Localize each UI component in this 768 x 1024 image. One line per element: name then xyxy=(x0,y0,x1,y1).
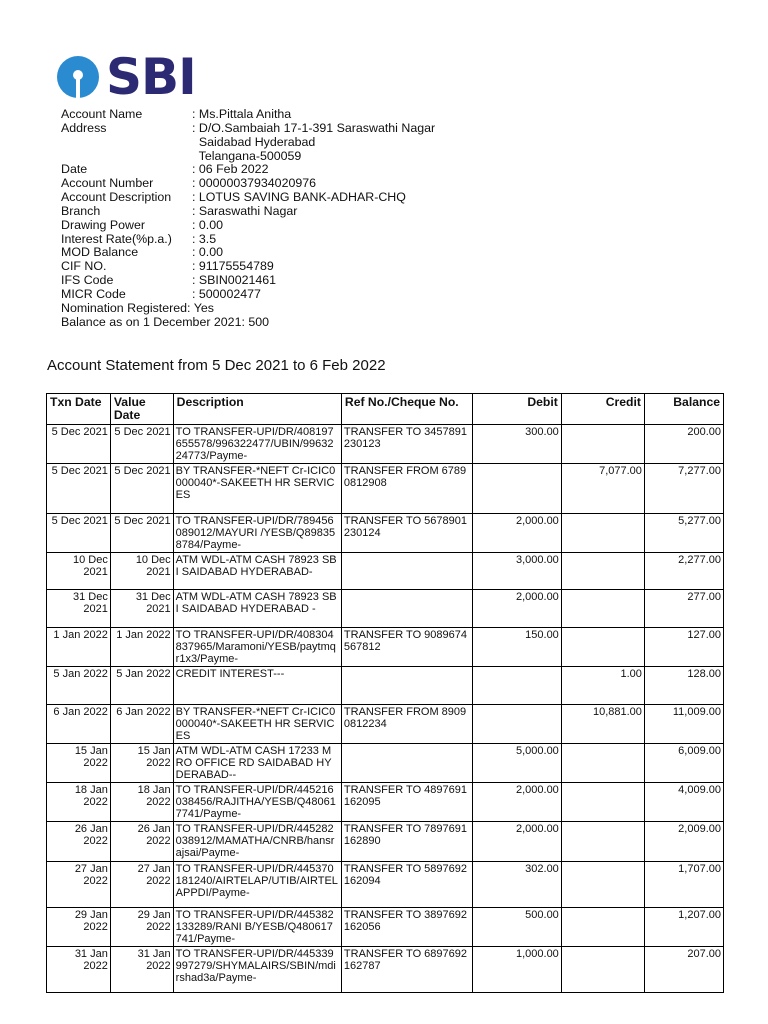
info-row xyxy=(61,260,435,274)
cell-value-date: 27 Jan 2022 xyxy=(110,862,173,908)
table-header-row xyxy=(47,394,724,425)
cell-value-date: 6 Jan 2022 xyxy=(110,705,173,744)
info-row xyxy=(61,288,435,302)
table-row xyxy=(47,862,724,908)
cell-description: TO TRANSFER-UPI/DR/445370181240/AIRTELAP/UTIB/AIRTELAPPDI/Payme- xyxy=(173,862,341,908)
info-row xyxy=(61,108,435,122)
table-row xyxy=(47,514,724,553)
cell-debit xyxy=(472,705,561,744)
info-value: : Saraswathi Nagar xyxy=(192,203,298,218)
cell-value-date: 1 Jan 2022 xyxy=(110,628,173,667)
cell-balance: 7,277.00 xyxy=(644,464,723,514)
info-label: Account Description xyxy=(61,190,172,205)
cell-description: ATM WDL-ATM CASH 17233 MRO OFFICE RD SAIDABAD HYDERABAD-- xyxy=(173,744,341,783)
info-row xyxy=(61,122,435,136)
cell-debit: 2,000.00 xyxy=(472,783,561,822)
cell-value-date: 5 Dec 2021 xyxy=(110,514,173,553)
cell-debit: 1,000.00 xyxy=(472,947,561,993)
cell-balance: 277.00 xyxy=(644,590,723,628)
info-label: Account Number xyxy=(61,176,154,191)
cell-debit: 500.00 xyxy=(472,908,561,947)
header-debit: Debit xyxy=(472,394,561,425)
cell-value-date: 10 Dec 2021 xyxy=(110,553,173,590)
info-value: Saidabad Hyderabad xyxy=(192,134,316,149)
cell-description: CREDIT INTEREST--- xyxy=(173,667,341,705)
info-row xyxy=(61,316,435,330)
info-row xyxy=(61,274,435,288)
info-value: : 500002477 xyxy=(192,286,261,301)
header-balance: Balance xyxy=(644,394,723,425)
info-label: CIF NO. xyxy=(61,259,107,274)
cell-balance: 1,707.00 xyxy=(644,862,723,908)
header-txn-date: Txn Date xyxy=(47,394,111,425)
cell-ref-no: TRANSFER TO 4897691162095 xyxy=(341,783,472,822)
cell-txn-date: 5 Dec 2021 xyxy=(47,425,111,464)
cell-credit xyxy=(561,425,644,464)
table-row xyxy=(47,705,724,744)
cell-balance: 200.00 xyxy=(644,425,723,464)
cell-value-date: 29 Jan 2022 xyxy=(110,908,173,947)
cell-debit: 300.00 xyxy=(472,425,561,464)
cell-balance: 127.00 xyxy=(644,628,723,667)
table-row xyxy=(47,667,724,705)
info-value: : SBIN0021461 xyxy=(192,273,277,288)
cell-ref-no: TRANSFER TO 3457891230123 xyxy=(341,425,472,464)
cell-credit: 7,077.00 xyxy=(561,464,644,514)
info-value: : 00000037934020976 xyxy=(192,176,317,191)
info-label: Date xyxy=(61,162,88,177)
cell-credit xyxy=(561,553,644,590)
info-row xyxy=(61,177,435,191)
cell-txn-date: 5 Dec 2021 xyxy=(47,464,111,514)
table-row xyxy=(47,947,724,993)
cell-description: TO TRANSFER-UPI/DR/408304837965/Maramoni/YESB/paytmqr1x3/Payme- xyxy=(173,628,341,667)
cell-value-date: 5 Dec 2021 xyxy=(110,425,173,464)
info-label xyxy=(61,136,192,150)
cell-txn-date: 5 Jan 2022 xyxy=(47,667,111,705)
cell-ref-no xyxy=(341,667,472,705)
info-label: MOD Balance xyxy=(61,245,139,260)
cell-description: TO TRANSFER-UPI/DR/445382133289/RANI B/YESB/Q480617741/Payme- xyxy=(173,908,341,947)
cell-ref-no xyxy=(341,553,472,590)
cell-balance: 4,009.00 xyxy=(644,783,723,822)
info-row xyxy=(61,150,435,164)
table-row xyxy=(47,553,724,590)
header-description: Description xyxy=(173,394,341,425)
info-label: Account Name xyxy=(61,107,143,121)
cell-description: TO TRANSFER-UPI/DR/445339997279/SHYMALAIRS/SBIN/mdirshad3a/Payme- xyxy=(173,947,341,993)
transactions-table xyxy=(46,393,724,993)
cell-credit xyxy=(561,822,644,862)
header-credit: Credit xyxy=(561,394,644,425)
cell-balance: 5,277.00 xyxy=(644,514,723,553)
cell-debit xyxy=(472,464,561,514)
table-row xyxy=(47,822,724,862)
cell-txn-date: 31 Jan 2022 xyxy=(47,947,111,993)
info-value: : D/O.Sambaiah 17-1-391 Saraswathi Nagar xyxy=(192,120,436,135)
info-row xyxy=(61,219,435,233)
cell-txn-date: 10 Dec 2021 xyxy=(47,553,111,590)
info-value: : 3.5 xyxy=(192,231,217,246)
sbi-logo xyxy=(56,48,196,106)
cell-credit xyxy=(561,947,644,993)
info-row xyxy=(61,246,435,260)
account-info xyxy=(61,108,435,330)
info-label xyxy=(61,150,192,164)
statement-title: Account Statement from 5 Dec 2021 to 6 Feb 2022 xyxy=(47,357,386,374)
cell-description: TO TRANSFER-UPI/DR/408197655578/996322477/UBIN/9963224773/Payme- xyxy=(173,425,341,464)
cell-credit xyxy=(561,628,644,667)
cell-ref-no: TRANSFER TO 5678901230124 xyxy=(341,514,472,553)
cell-value-date: 31 Dec 2021 xyxy=(110,590,173,628)
table-row xyxy=(47,783,724,822)
cell-balance: 6,009.00 xyxy=(644,744,723,783)
cell-txn-date: 1 Jan 2022 xyxy=(47,628,111,667)
table-row xyxy=(47,744,724,783)
table-row xyxy=(47,425,724,464)
cell-credit xyxy=(561,908,644,947)
cell-description: BY TRANSFER-*NEFT Cr-ICIC0000040*-SAKEETH HR SERVICES xyxy=(173,464,341,514)
info-row xyxy=(61,233,435,247)
cell-balance: 11,009.00 xyxy=(644,705,723,744)
cell-credit: 1.00 xyxy=(561,667,644,705)
cell-txn-date: 27 Jan 2022 xyxy=(47,862,111,908)
info-value: : 06 Feb 2022 xyxy=(192,162,269,177)
info-value: : 0.00 xyxy=(192,217,224,232)
cell-debit: 5,000.00 xyxy=(472,744,561,783)
cell-txn-date: 26 Jan 2022 xyxy=(47,822,111,862)
cell-ref-no xyxy=(341,744,472,783)
info-row xyxy=(61,205,435,219)
cell-txn-date: 31 Dec 2021 xyxy=(47,590,111,628)
cell-debit: 2,000.00 xyxy=(472,822,561,862)
sbi-keyhole-icon xyxy=(56,55,100,99)
cell-debit xyxy=(472,667,561,705)
info-label: Branch xyxy=(61,203,101,218)
cell-ref-no: TRANSFER TO 7897691162890 xyxy=(341,822,472,862)
cell-description: TO TRANSFER-UPI/DR/445282038912/MAMATHA/CNRB/hansrajsai/Payme- xyxy=(173,822,341,862)
cell-value-date: 15 Jan 2022 xyxy=(110,744,173,783)
cell-balance: 128.00 xyxy=(644,667,723,705)
cell-ref-no: TRANSFER TO 6897692162787 xyxy=(341,947,472,993)
cell-debit: 3,000.00 xyxy=(472,553,561,590)
cell-description: ATM WDL-ATM CASH 78923 SBI SAIDABAD HYDERABAD - xyxy=(173,590,341,628)
cell-credit xyxy=(561,514,644,553)
table-row xyxy=(47,590,724,628)
cell-balance: 207.00 xyxy=(644,947,723,993)
cell-credit: 10,881.00 xyxy=(561,705,644,744)
info-value: : 0.00 xyxy=(192,245,224,260)
cell-value-date: 5 Dec 2021 xyxy=(110,464,173,514)
cell-balance: 1,207.00 xyxy=(644,908,723,947)
cell-txn-date: 18 Jan 2022 xyxy=(47,783,111,822)
cell-credit xyxy=(561,862,644,908)
cell-ref-no xyxy=(341,590,472,628)
table-row xyxy=(47,628,724,667)
cell-credit xyxy=(561,783,644,822)
info-value: Telangana-500059 xyxy=(192,148,302,163)
cell-txn-date: 5 Dec 2021 xyxy=(47,514,111,553)
cell-debit: 2,000.00 xyxy=(472,514,561,553)
cell-value-date: 31 Jan 2022 xyxy=(110,947,173,993)
info-value: : Ms.Pittala Anitha xyxy=(192,107,292,121)
cell-debit: 150.00 xyxy=(472,628,561,667)
table-row xyxy=(47,464,724,514)
cell-value-date: 26 Jan 2022 xyxy=(110,822,173,862)
cell-ref-no: TRANSFER TO 3897692162056 xyxy=(341,908,472,947)
cell-balance: 2,009.00 xyxy=(644,822,723,862)
cell-value-date: 18 Jan 2022 xyxy=(110,783,173,822)
info-row xyxy=(61,136,435,150)
info-label: Address xyxy=(61,120,107,135)
info-label: Balance as on 1 December 2021: 500 xyxy=(61,314,270,329)
info-value: : LOTUS SAVING BANK-ADHAR-CHQ xyxy=(192,190,406,205)
cell-debit: 302.00 xyxy=(472,862,561,908)
cell-credit xyxy=(561,744,644,783)
cell-value-date: 5 Jan 2022 xyxy=(110,667,173,705)
cell-description: TO TRANSFER-UPI/DR/445216038456/RAJITHA/YESB/Q480617741/Payme- xyxy=(173,783,341,822)
info-value: : 91175554789 xyxy=(192,259,274,274)
cell-txn-date: 29 Jan 2022 xyxy=(47,908,111,947)
bank-name: SBI xyxy=(106,48,196,106)
cell-debit: 2,000.00 xyxy=(472,590,561,628)
cell-ref-no: TRANSFER TO 5897692162094 xyxy=(341,862,472,908)
info-label: MICR Code xyxy=(61,286,126,301)
cell-description: TO TRANSFER-UPI/DR/789456089012/MAYURI /YESB/Q898358784/Payme- xyxy=(173,514,341,553)
info-label: Drawing Power xyxy=(61,217,146,232)
cell-ref-no: TRANSFER TO 9089674567812 xyxy=(341,628,472,667)
table-row xyxy=(47,908,724,947)
info-label: Nomination Registered: Yes xyxy=(61,300,214,315)
cell-txn-date: 6 Jan 2022 xyxy=(47,705,111,744)
cell-description: BY TRANSFER-*NEFT Cr-ICIC0000040*-SAKEETH HR SERVICES xyxy=(173,705,341,744)
cell-ref-no: TRANSFER FROM 89090812234 xyxy=(341,705,472,744)
info-label: IFS Code xyxy=(61,273,114,288)
header-ref-no: Ref No./Cheque No. xyxy=(341,394,472,425)
cell-description: ATM WDL-ATM CASH 78923 SBI SAIDABAD HYDERABAD- xyxy=(173,553,341,590)
info-row xyxy=(61,191,435,205)
cell-ref-no: TRANSFER FROM 67890812908 xyxy=(341,464,472,514)
cell-balance: 2,277.00 xyxy=(644,553,723,590)
cell-txn-date: 15 Jan 2022 xyxy=(47,744,111,783)
info-label: Interest Rate(%p.a.) xyxy=(61,231,172,246)
cell-credit xyxy=(561,590,644,628)
header-value-date: Value Date xyxy=(110,394,173,425)
info-row xyxy=(61,302,435,316)
info-row xyxy=(61,163,435,177)
